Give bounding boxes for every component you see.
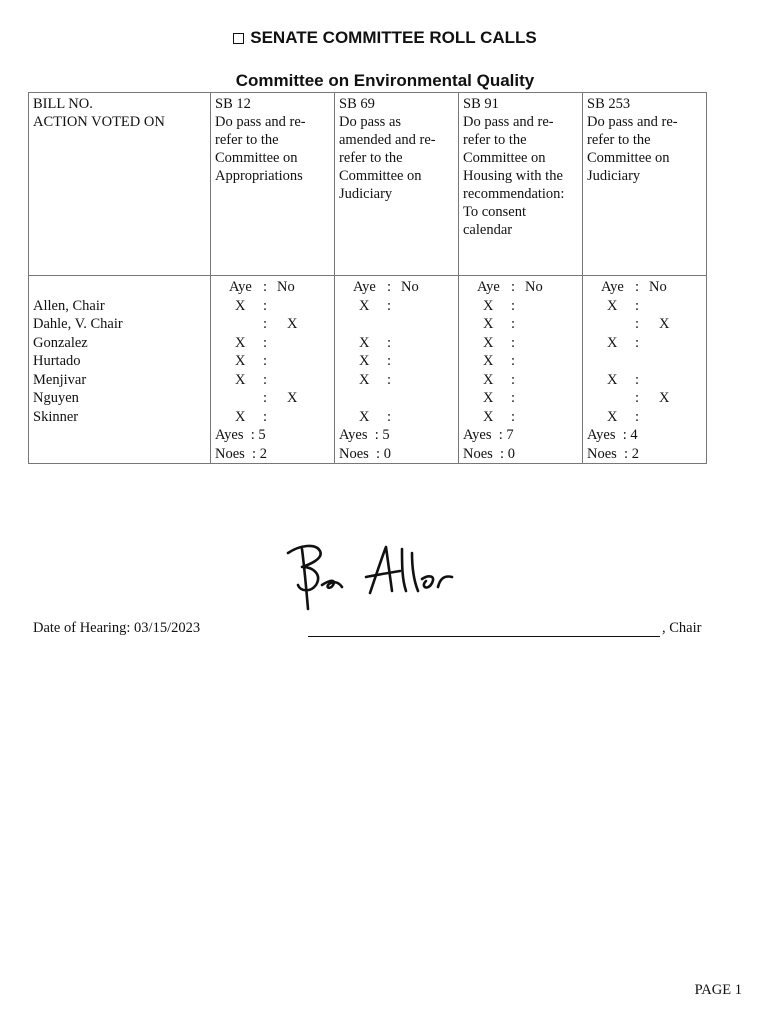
aye-mark: X [483, 408, 494, 425]
no-mark: X [287, 316, 298, 332]
separator: : [511, 390, 516, 406]
vote-cell [211, 276, 335, 464]
row-labels-cell [29, 93, 211, 276]
bill-header-row [29, 93, 707, 276]
aye-mark: X [359, 408, 370, 425]
ayes-total: Ayes : 5 [339, 427, 390, 443]
aye-mark: X [235, 297, 246, 314]
vote-line [339, 352, 454, 371]
action-voted-on-label: ACTION VOTED ON [33, 114, 165, 130]
separator: : [263, 353, 268, 369]
separator: : [635, 408, 640, 425]
bill-number: SB 253 [587, 96, 631, 112]
no-label: No [401, 279, 419, 295]
vote-line [463, 389, 578, 408]
member-name: Menjivar [33, 371, 87, 388]
separator: : [387, 371, 392, 388]
noes-total: Noes : 0 [463, 445, 515, 462]
separator: : [511, 371, 516, 388]
separator: : [387, 297, 392, 314]
bill-action-line: recommendation: [463, 186, 565, 202]
separator: : [511, 408, 516, 425]
separator: : [263, 316, 268, 332]
bill-action-line: Judiciary [339, 186, 393, 202]
vote-line [339, 315, 454, 334]
bill-action-line: Do pass and re- [587, 114, 678, 130]
aye-mark: X [235, 408, 246, 425]
bill-action-line: Do pass and re- [215, 114, 306, 130]
ayes-total: Ayes : 7 [463, 427, 514, 443]
aye-mark: X [235, 353, 246, 369]
member-name: Nguyen [33, 390, 79, 406]
vote-line [463, 297, 578, 316]
ayes-total: Ayes : 5 [215, 427, 266, 443]
committee-name: Committee on Environmental Quality [235, 71, 535, 90]
noes-total: Noes : 2 [215, 445, 267, 462]
vote-line [587, 315, 702, 334]
separator: : [635, 390, 640, 406]
aye-no-header [215, 278, 330, 297]
bill-action-line: Committee on [215, 150, 298, 166]
member-name: Dahle, V. Chair [33, 316, 123, 332]
separator: : [263, 408, 268, 425]
aye-no-header [463, 278, 578, 297]
aye-mark: X [607, 371, 618, 388]
bill-action-line: To consent [463, 204, 527, 220]
aye-label: Aye [477, 279, 500, 295]
no-mark: X [287, 390, 298, 406]
bill-action-line: Do pass and re- [463, 114, 554, 130]
aye-mark: X [235, 371, 246, 388]
bill-action-line: Judiciary [587, 168, 641, 184]
aye-mark: X [359, 371, 370, 388]
bill-action-line: amended and re- [339, 132, 436, 148]
aye-no-header [587, 278, 702, 297]
vote-cell [459, 276, 583, 464]
bill-action-line: refer to the [339, 150, 403, 166]
vote-line [587, 352, 702, 371]
separator: : [387, 353, 392, 369]
vote-line [339, 297, 454, 316]
aye-mark: X [607, 408, 618, 425]
aye-mark: X [359, 334, 370, 351]
separator: : [387, 334, 392, 351]
bill-action-line: Committee on [463, 150, 546, 166]
vote-cell [335, 276, 459, 464]
vote-line [215, 352, 330, 371]
bill-header-cell [211, 93, 335, 276]
no-mark: X [659, 316, 670, 332]
bill-header-cell [583, 93, 707, 276]
no-label: No [649, 279, 667, 295]
member-name: Gonzalez [33, 334, 88, 351]
vote-line [463, 371, 578, 390]
vote-line [587, 389, 702, 408]
vote-line [587, 371, 702, 390]
bill-number: SB 12 [215, 96, 251, 112]
document-title [0, 28, 770, 48]
aye-mark: X [359, 297, 370, 314]
separator: : [263, 371, 268, 388]
bill-number: SB 91 [463, 96, 499, 112]
vote-cell [583, 276, 707, 464]
separator: : [635, 334, 640, 351]
vote-line [215, 389, 330, 408]
aye-mark: X [235, 334, 246, 351]
roll-call-table [28, 92, 707, 464]
aye-mark: X [483, 371, 494, 388]
aye-mark: X [483, 390, 494, 406]
vote-line [339, 389, 454, 408]
vote-line [339, 334, 454, 353]
aye-mark: X [359, 353, 370, 369]
bill-action-line: refer to the [215, 132, 279, 148]
vote-line [215, 408, 330, 427]
bill-action-line: Appropriations [215, 168, 303, 184]
hearing-date: Date of Hearing: 03/15/2023 [33, 620, 201, 636]
vote-line [215, 297, 330, 316]
aye-mark: X [483, 353, 494, 369]
ayes-total: Ayes : 4 [587, 427, 638, 443]
vote-line [587, 297, 702, 316]
member-name: Skinner [33, 408, 79, 425]
no-mark: X [659, 390, 670, 406]
bill-header-cell [459, 93, 583, 276]
bill-action-line: Committee on [339, 168, 422, 184]
signature-line [308, 636, 660, 637]
title-text: SENATE COMMITTEE ROLL CALLS [250, 28, 537, 47]
vote-line [463, 334, 578, 353]
checkbox-icon [233, 33, 244, 44]
bill-action-line: calendar [463, 222, 513, 238]
aye-mark: X [483, 316, 494, 332]
aye-label: Aye [601, 279, 624, 295]
separator: : [387, 408, 392, 425]
aye-label: Aye [229, 279, 252, 295]
vote-line [587, 408, 702, 427]
vote-line [339, 371, 454, 390]
chair-label: , Chair [662, 620, 702, 636]
aye-no-header [339, 278, 454, 297]
bill-no-label: BILL NO. [33, 96, 93, 112]
page-number: PAGE 1 [694, 982, 742, 998]
separator: : [387, 279, 392, 295]
member-name: Hurtado [33, 353, 81, 369]
separator: : [635, 279, 640, 295]
vote-line [215, 334, 330, 353]
bill-header-cell [335, 93, 459, 276]
aye-mark: X [607, 297, 618, 314]
member-name: Allen, Chair [33, 297, 105, 314]
separator: : [511, 297, 516, 314]
separator: : [263, 297, 268, 314]
chair-signature [280, 535, 460, 615]
vote-line [215, 315, 330, 334]
aye-mark: X [483, 297, 494, 314]
vote-row [29, 276, 707, 464]
bill-action-line: refer to the [587, 132, 651, 148]
vote-line [587, 334, 702, 353]
bill-action-line: refer to the [463, 132, 527, 148]
bill-action-line: Housing with the [463, 168, 563, 184]
vote-line [463, 408, 578, 427]
no-label: No [277, 279, 295, 295]
separator: : [263, 279, 268, 295]
noes-total: Noes : 2 [587, 445, 639, 462]
vote-line [463, 352, 578, 371]
vote-line [463, 315, 578, 334]
members-cell [29, 276, 211, 464]
vote-line [339, 408, 454, 427]
bill-action-line: Do pass as [339, 114, 402, 130]
separator: : [511, 334, 516, 351]
aye-mark: X [483, 334, 494, 351]
separator: : [511, 353, 516, 369]
spacer [33, 278, 206, 297]
aye-label: Aye [353, 279, 376, 295]
separator: : [263, 334, 268, 351]
separator: : [635, 297, 640, 314]
aye-mark: X [607, 334, 618, 351]
bill-action-line: Committee on [587, 150, 670, 166]
separator: : [263, 390, 268, 406]
separator: : [511, 316, 516, 332]
noes-total: Noes : 0 [339, 445, 391, 462]
separator: : [511, 279, 516, 295]
vote-line [215, 371, 330, 390]
separator: : [635, 371, 640, 388]
bill-number: SB 69 [339, 96, 375, 112]
separator: : [635, 316, 640, 332]
no-label: No [525, 279, 543, 295]
